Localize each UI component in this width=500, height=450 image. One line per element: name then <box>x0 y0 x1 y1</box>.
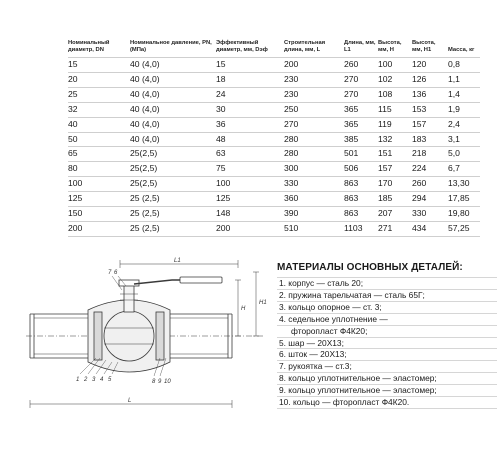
table-cell: 63 <box>216 147 284 162</box>
table-cell: 365 <box>344 117 378 132</box>
table-cell: 25 (2,5) <box>130 207 216 222</box>
table-cell: 280 <box>284 147 344 162</box>
table-cell: 150 <box>68 207 130 222</box>
material-item-text: 9. кольцо уплотнительное — эластомер; <box>279 385 437 396</box>
table-row <box>68 87 480 102</box>
header-h1: Высота, мм, H1 <box>412 40 436 53</box>
material-item-text: 6. шток — 20X13; <box>279 349 347 360</box>
label-part-3: 3 <box>92 377 96 383</box>
table-cell: 230 <box>284 72 344 87</box>
table-cell: 390 <box>284 207 344 222</box>
table-cell: 200 <box>216 221 284 236</box>
table-cell: 19,80 <box>448 207 480 222</box>
table-cell: 434 <box>412 221 448 236</box>
table-cell: 260 <box>412 177 448 192</box>
table-cell: 1,1 <box>448 72 480 87</box>
table-cell: 863 <box>344 192 378 207</box>
table-cell: 230 <box>284 87 344 102</box>
header-length: Строительная длина, мм, L <box>284 40 326 53</box>
material-item <box>277 360 497 372</box>
table-cell: 271 <box>378 221 412 236</box>
table-cell: 157 <box>412 117 448 132</box>
material-item <box>277 289 497 301</box>
label-h1: H1 <box>259 300 267 306</box>
table-cell: 1,9 <box>448 102 480 117</box>
header-mass: Масса, кг <box>448 47 475 53</box>
seal-right <box>156 312 164 360</box>
table-cell: 510 <box>284 221 344 236</box>
label-part-6: 6 <box>114 270 118 276</box>
table-cell: 80 <box>68 162 130 177</box>
table-cell: 157 <box>378 162 412 177</box>
material-item <box>277 313 497 325</box>
material-item <box>277 348 497 360</box>
table-cell: 183 <box>412 132 448 147</box>
table-cell: 200 <box>284 58 344 73</box>
table-row <box>68 207 480 222</box>
table-cell: 200 <box>68 221 130 236</box>
label-part-9: 9 <box>158 379 162 385</box>
table-cell: 250 <box>284 102 344 117</box>
table-cell: 506 <box>344 162 378 177</box>
table-cell: 13,30 <box>448 177 480 192</box>
table-cell: 136 <box>412 87 448 102</box>
table-cell: 40 (4,0) <box>130 102 216 117</box>
header-pn: Номинальное давление, PN, (МПа) <box>130 40 212 53</box>
pipe-right <box>170 314 232 358</box>
header-h: Высота, мм, H <box>378 40 402 53</box>
table-cell: 75 <box>216 162 284 177</box>
table-cell: 300 <box>284 162 344 177</box>
material-item-text: 1. корпус — сталь 20; <box>279 278 364 288</box>
table-cell: 100 <box>378 58 412 73</box>
table-row <box>68 221 480 236</box>
handle-grip <box>180 277 222 283</box>
table-cell: 1103 <box>344 221 378 236</box>
seal-left <box>94 312 102 360</box>
table-cell: 1,4 <box>448 87 480 102</box>
table-cell: 218 <box>412 147 448 162</box>
valve-drawing-svg <box>20 254 270 416</box>
material-item <box>277 277 497 289</box>
table-cell: 360 <box>284 192 344 207</box>
material-item-text: 3. кольцо опорное — ст. 3; <box>279 301 382 312</box>
table-cell: 102 <box>378 72 412 87</box>
table-cell: 40 <box>68 117 130 132</box>
material-item-text: 2. пружина тарельчатая — сталь 65Г; <box>279 289 425 300</box>
material-item <box>277 325 497 337</box>
table-row <box>68 117 480 132</box>
table-cell: 126 <box>412 72 448 87</box>
table-cell: 330 <box>284 177 344 192</box>
table-cell: 40 (4,0) <box>130 87 216 102</box>
material-item <box>277 337 497 349</box>
table-cell: 330 <box>412 207 448 222</box>
label-part-8: 8 <box>152 379 156 385</box>
table-cell: 40 (4,0) <box>130 132 216 147</box>
label-part-2: 2 <box>84 377 88 383</box>
table-cell: 132 <box>378 132 412 147</box>
label-part-1: 1 <box>76 377 80 383</box>
header-def: Эффективный диаметр, мм, Dэф <box>216 40 268 53</box>
table-cell: 224 <box>412 162 448 177</box>
label-part-10: 10 <box>164 379 171 385</box>
material-item-text: 5. шар — 20X13; <box>279 337 344 348</box>
table-row <box>68 192 480 207</box>
stem <box>124 284 134 312</box>
table-cell: 17,85 <box>448 192 480 207</box>
label-l: L <box>128 398 132 404</box>
table-cell: 6,7 <box>448 162 480 177</box>
header-dn: Номинальный диаметр, DN <box>68 40 110 53</box>
table-cell: 25 (2,5) <box>130 192 216 207</box>
table-row <box>68 102 480 117</box>
table-cell: 260 <box>344 58 378 73</box>
table-cell: 25 <box>68 87 130 102</box>
table-cell: 385 <box>344 132 378 147</box>
materials-items <box>277 277 497 409</box>
table-cell: 119 <box>378 117 412 132</box>
label-l1: L1 <box>174 258 181 264</box>
table-row <box>68 58 480 73</box>
header-l1: Длина, мм, L1 <box>344 40 376 53</box>
table-cell: 25 (2,5) <box>130 221 216 236</box>
spec-table-header-row <box>68 40 480 58</box>
table-cell: 24 <box>216 87 284 102</box>
table-cell: 3,1 <box>448 132 480 147</box>
label-h: H <box>241 306 246 312</box>
table-cell: 18 <box>216 72 284 87</box>
table-cell: 48 <box>216 132 284 147</box>
table-cell: 40 (4,0) <box>130 58 216 73</box>
table-cell: 15 <box>68 58 130 73</box>
table-cell: 125 <box>216 192 284 207</box>
table-row <box>68 162 480 177</box>
material-item <box>277 301 497 313</box>
label-part-4: 4 <box>100 377 104 383</box>
table-cell: 294 <box>412 192 448 207</box>
table-cell: 25(2,5) <box>130 177 216 192</box>
table-cell: 40 (4,0) <box>130 117 216 132</box>
table-cell: 115 <box>378 102 412 117</box>
table-cell: 148 <box>216 207 284 222</box>
table-cell: 50 <box>68 132 130 147</box>
table-row <box>68 72 480 87</box>
material-item <box>277 384 497 396</box>
table-cell: 0,8 <box>448 58 480 73</box>
material-item-text: 4. седельное уплотнение — <box>279 313 388 324</box>
table-cell: 25(2,5) <box>130 162 216 177</box>
table-cell: 501 <box>344 147 378 162</box>
table-cell: 270 <box>284 117 344 132</box>
material-item-text: фторопласт Ф4К20; <box>291 325 368 336</box>
table-cell: 270 <box>344 87 378 102</box>
table-cell: 207 <box>378 207 412 222</box>
materials-list <box>277 262 497 409</box>
table-cell: 185 <box>378 192 412 207</box>
material-item-text: 10. кольцо — фторопласт Ф4К20. <box>279 397 410 408</box>
table-cell: 280 <box>284 132 344 147</box>
table-cell: 65 <box>68 147 130 162</box>
materials-title: МАТЕРИАЛЫ ОСНОВНЫХ ДЕТАЛЕЙ: <box>277 262 463 273</box>
table-cell: 863 <box>344 177 378 192</box>
table-cell: 5,0 <box>448 147 480 162</box>
table-row <box>68 147 480 162</box>
spec-table-body <box>68 58 480 237</box>
table-cell: 100 <box>68 177 130 192</box>
table-cell: 36 <box>216 117 284 132</box>
table-cell: 57,25 <box>448 221 480 236</box>
material-item <box>277 396 497 409</box>
table-cell: 2,4 <box>448 117 480 132</box>
table-row <box>68 132 480 147</box>
table-cell: 120 <box>412 58 448 73</box>
table-cell: 153 <box>412 102 448 117</box>
table-cell: 365 <box>344 102 378 117</box>
material-item <box>277 372 497 384</box>
label-part-5: 5 <box>108 377 112 383</box>
table-cell: 151 <box>378 147 412 162</box>
valve-drawing <box>20 254 270 416</box>
table-cell: 32 <box>68 102 130 117</box>
label-part-7: 7 <box>108 270 112 276</box>
table-cell: 108 <box>378 87 412 102</box>
material-item-text: 7. рукоятка — ст.3; <box>279 361 352 372</box>
table-cell: 30 <box>216 102 284 117</box>
table-cell: 863 <box>344 207 378 222</box>
table-cell: 170 <box>378 177 412 192</box>
table-cell: 20 <box>68 72 130 87</box>
table-cell: 15 <box>216 58 284 73</box>
spec-table <box>68 40 480 237</box>
material-item-text: 8. кольцо уплотнительное — эластомер; <box>279 373 437 384</box>
table-cell: 25(2,5) <box>130 147 216 162</box>
table-cell: 125 <box>68 192 130 207</box>
table-row <box>68 177 480 192</box>
table-cell: 100 <box>216 177 284 192</box>
table-cell: 40 (4,0) <box>130 72 216 87</box>
table-cell: 270 <box>344 72 378 87</box>
